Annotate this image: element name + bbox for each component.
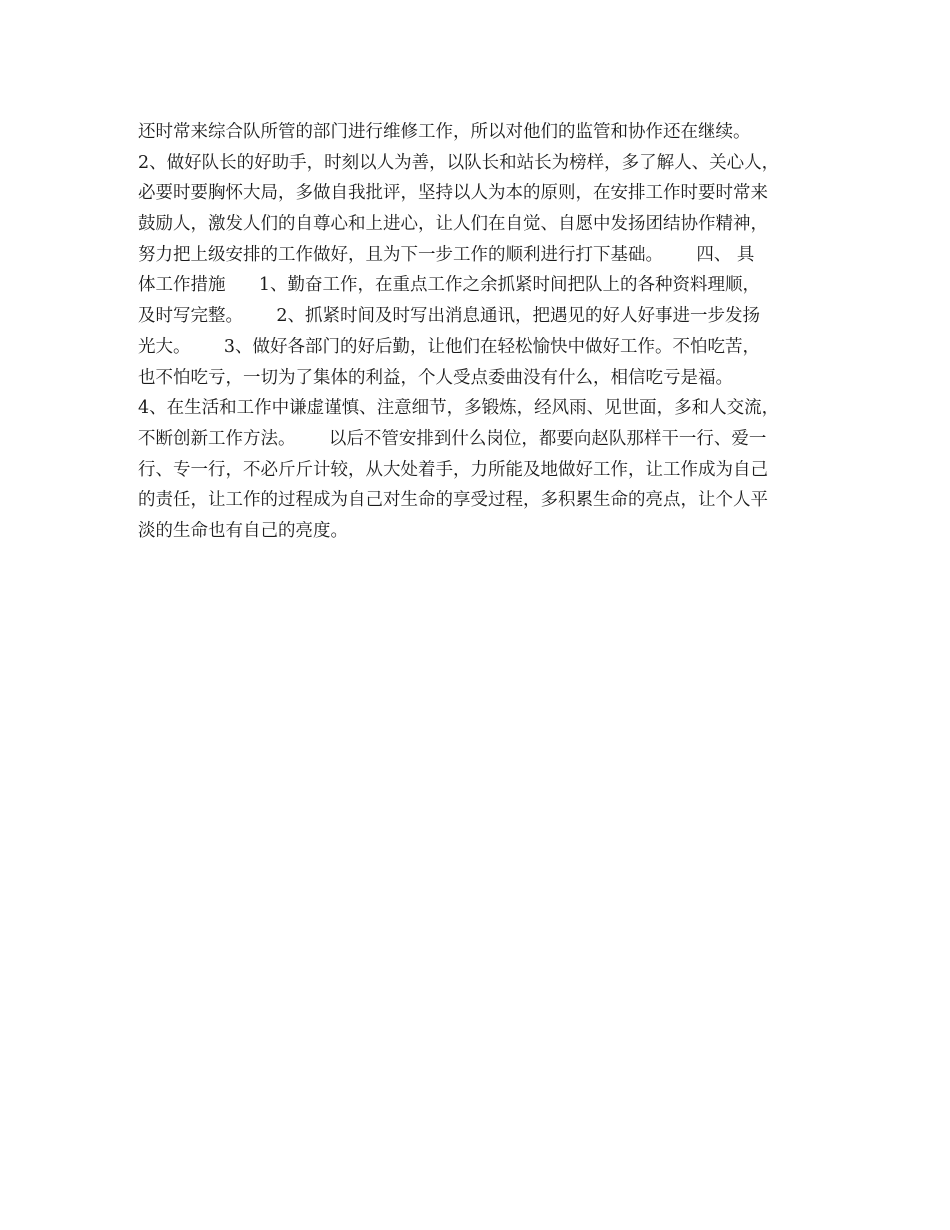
text-line: 4、在生活和工作中谦虚谨慎、注意细节，多锻炼，经风雨、见世面，多和人交流， [138,398,780,419]
text-line: 不断创新工作方法。 以后不管安排到什么岗位，都要向赵队那样干一行、爱一 [138,428,767,449]
text-line: 光大。 3、做好各部门的好后勤，让他们在轻松愉快中做好工作。不怕吃苦， [138,336,761,357]
text-line: 淡的生命也有自己的亮度。 [138,520,348,541]
text-line: 努力把上级安排的工作做好，且为下一步工作的顺利进行打下基础。 四、 具 [138,244,755,265]
text-line: 鼓励人，激发人们的自尊心和上进心，让人们在自觉、自愿中发扬团结协作精神， [138,214,768,235]
text-line: 体工作措施 1、勤奋工作，在重点工作之余抓紧时间把队上的各种资料理顺， [138,275,761,296]
text-line: 2、做好队长的好助手，时刻以人为善，以队长和站长为榜样，多了解人、关心人， [138,152,780,173]
text-line: 及时写完整。 2、抓紧时间及时写出消息通讯，把遇见的好人好事进一步发扬 [138,306,761,327]
text-line: 行、专一行，不必斤斤计较，从大处着手，力所能及地做好工作，让工作成为自己 [138,459,768,480]
text-line: 还时常来综合队所管的部门进行维修工作，所以对他们的监管和协作还在继续。 [138,122,751,142]
body-text [138,117,838,547]
text-line: 的责任，让工作的过程成为自己对生命的享受过程，多积累生命的亮点，让个人平 [138,490,768,511]
text-line: 必要时要胸怀大局，多做自我批评，坚持以人为本的原则，在安排工作时要时常来 [138,183,768,204]
text-line: 也不怕吃亏，一切为了集体的利益，个人受点委曲没有什么，相信吃亏是福。 [138,367,733,388]
